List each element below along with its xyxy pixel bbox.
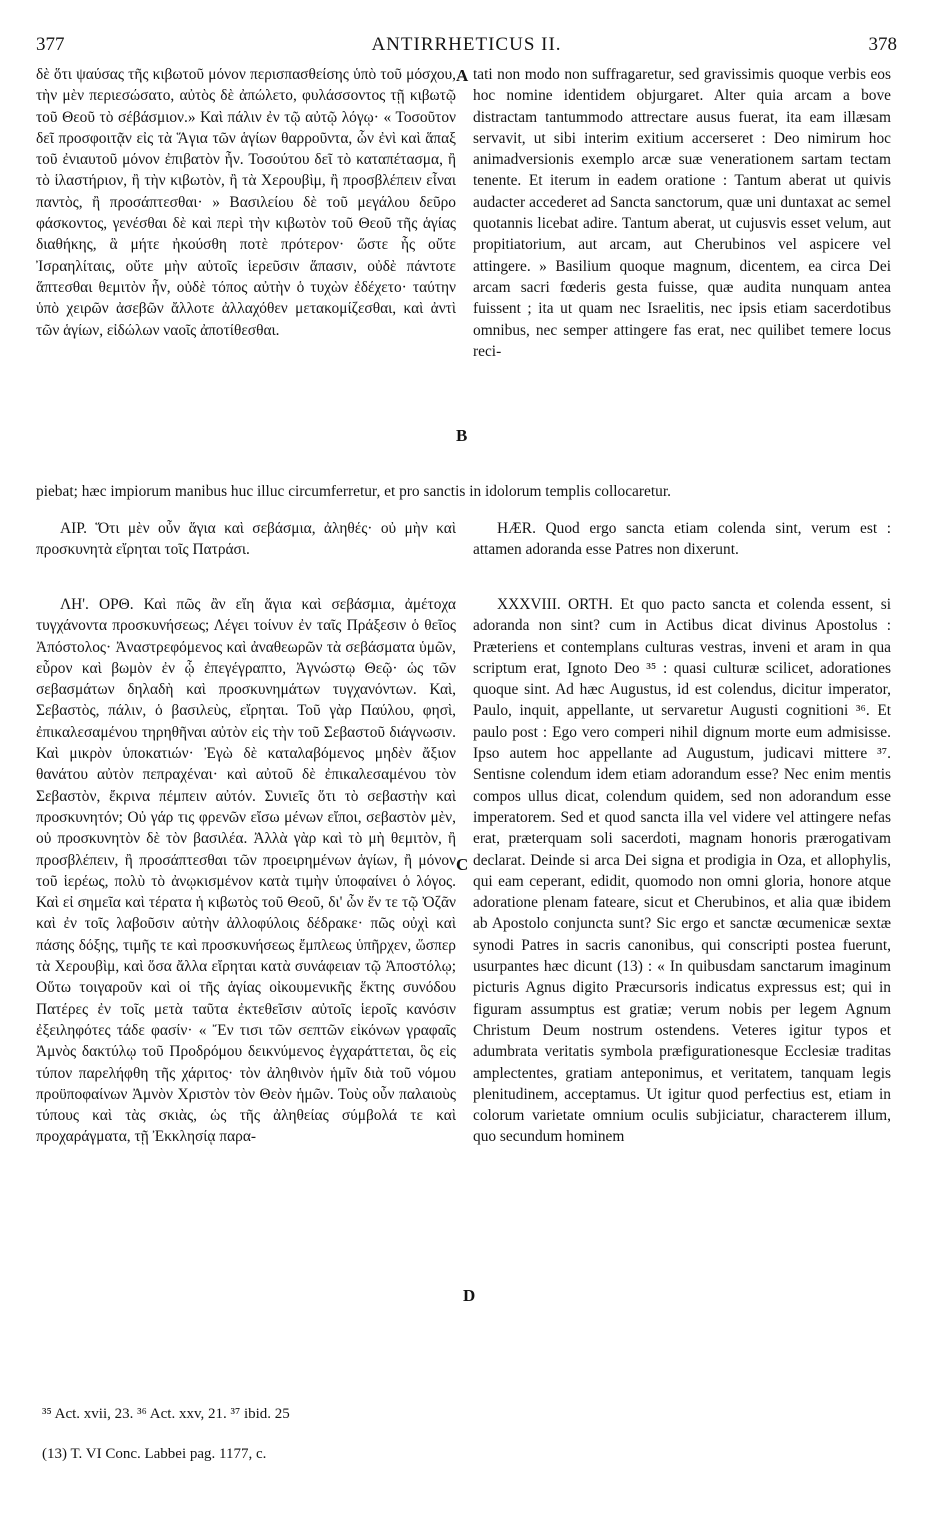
latin-orth-text: XXXVIII. ORTH. Et quo pacto sancta et colenda essent, si adoranda non sint? cum in Actibus dicat divinus Apostolus : Præteriens et contemplans culturas vestras, inveni et aram in qua scriptum erat, Ignoto Deo ³⁵ : quasi culturæ scilicet, adorationes quoque sint. Ad hæc Augustus, id est colendus, dicitur imperator, Paulo, inquit, appellante, ut servaretur Augusti cognitioni ³⁶. Et paulo post : Ego vero comperi nihil dignum morte eum admisisse. Ipso autem hoc appellante ad Augustum, judicavi mittere ³⁷. Sentisne colendum idem etiam adorandum esse? Nec enim mentis compos ullus dicat, colendum quidem, sed non adorandum esse imperatorem. Sed et quod sancta illa vel videre vel attingere nefas erat, præterquam soli sacerdoti, magnam honoris prærogativam declarat. Deinde si arca Dei signa et prodigia in Oza, et allophylis, qui eam ceperant, edidit, quomodo non omni gloria, honore atque adoratione plenam fateare, sicut et Cherubinos, et alia quæ ibidem ab Apostolo conjuncta sunt? Sic ergo et sanctæ œcumenicæ sextæ synodi Patres in sacris canonibus, qui conscripti postea fuerunt, usurpantes hæc dicunt (13) : « In quibusdam sanctarum imaginum picturis Agnus digito Præcursoris indicatus expressus est; qui in figuram assumptus est gratiæ; verum nobis per legem Agnum Christum Deum nostrum ostendens. Veteres igitur typos et adumbrata veritatis symbola præfigurationesque Ecclesiæ traditas amplectentes, gratiam anteponimus, et veritatem, tanquam legis plenitudinem, acceptamus. Ut igitur quod perfectius est, etiam in colorum varietate omnium oculis subjiciatur, characterem illum, quo secundum hominem: [473, 596, 891, 1146]
latin-column-top: [473, 64, 891, 464]
greek-column-top: [36, 64, 456, 464]
greek-haer-text: ΑΙΡ. Ὅτι μὲν οὖν ἅγια καὶ σεβάσμια, ἀληθές· οὐ μὴν καὶ προσκυνητὰ εἴρηται τοῖς Πατράσι.: [36, 520, 456, 559]
latin-text-top: tati non modo non suffragaretur, sed gravissimis quoque verbis eos hoc nomine identidem objurgaret. Alter quia arcam a bove distractam tantummodo attrectare ausus fuerat, ita eam illæsam servavit, ut sibi interim exitium accerseret : Deo nimirum hoc animadversionis exemplo arcæ suæ venerationem sartam tectam tenente. Et iterum in eadem oratione : Tantum aberat ut quivis audacter accederet ad Sancta sanctorum, quæ uni duntaxat ac semel quotannis licebat adire. Tantum aberat, ut cujusvis esset velum, aut propitiatorium, aut arcam, aut Cherubinos vel aspicere vel attingere. » Basilium quoque magnum, dicentem, ea circa Dei arcam sacri fœderis gesta fuisse, quæ audita nunquam antea fuissent ; ita ut quam nec Israelitis, nec ipsis etiam sacerdotibus omnibus, nec semper attingere fas erat, nec quilibet temere locus reci-: [473, 66, 891, 360]
council-footnote: (13) T. VI Conc. Labbei pag. 1177, c.: [42, 1446, 267, 1462]
margin-mark-d: D: [463, 1286, 476, 1305]
left-page-number: 377: [36, 34, 65, 55]
margin-mark-c: C: [456, 855, 469, 874]
latin-fullwidth-continuation: [36, 466, 890, 510]
right-page-number: 378: [868, 34, 897, 55]
latin-haer-section: [473, 518, 891, 584]
latin-orth-section: [473, 594, 891, 1382]
running-header: [36, 34, 897, 60]
greek-haer-section: [36, 518, 456, 568]
margin-mark-a: A: [456, 66, 469, 85]
running-title: ANTIRRHETICUS II.: [371, 34, 562, 55]
latin-text-fullwidth: piebat; hæc impiorum manibus huc illuc circumferretur, et pro sanctis in idolorum templis collocaretur.: [36, 483, 671, 501]
margin-mark-b: B: [456, 426, 468, 445]
scripture-footnotes: ³⁵ Act. xvii, 23. ³⁶ Act. xxv, 21. ³⁷ ibid. 25: [42, 1406, 290, 1422]
greek-orth-text: ΛΗ'. ΟΡΘ. Καὶ πῶς ἂν εἴη ἅγια καὶ σεβάσμια, ἀμέτοχα τυγχάνοντα προσκυνήσεως; Λέγει τοίνυν ἐν ταῖς Πράξεσιν ὁ θεῖος Ἀπόστολος· Ἀναστρεφόμενος καὶ ἀναθεωρῶν τὰ σεβάσματα ὑμῶν, εὗρον καὶ βωμὸν ἐν ᾧ ἐπεγέγραπτο, Ἀγνώστῳ Θεῷ· ὡς τῶν σεβασμάτων δηλαδὴ καὶ προσκυνημάτων τυγχανόντων. Καὶ, Σεβαστὸς, πάλιν, ὁ βασιλεὺς, εἴρηται. Τοῦ γὰρ Παύλου, φησὶ, ἐπικαλεσαμένου τηρηθῆναι αὐτὸν εἰς τὴν τοῦ Σεβαστοῦ διάγνωσιν. Καὶ μικρὸν ὑποκατιών· Ἐγὼ δὲ καταλαβόμενος μηδὲν ἄξιον θανάτου αὐτὸν πεπραχέναι· καὶ αὐτοῦ δὲ ἐπικαλεσαμένου τὸν Σεβαστὸν, ἔκρινα πέμπειν αὐτόν. Συνιεῖς ὅτι τὸ σεβαστὴν καὶ προσκυνητόν; Οὐ γάρ τις φρενῶν εἴσω μένων εἴποι, σεβαστὸν μὲν, οὐ προσκυνητὸν δὲ τὸν βασιλέα. Ἀλλὰ γὰρ καὶ τὸ μὴ θεμιτὸν, ἢ προσβλέπειν, ἢ προσάπτεσθαι τῶν προειρημένων ἁγίων, ἢ μόνον τοῦ ἱερέως, πολὺ τὸ ἀνῳκισμένον κατὰ τιμὴν ὑποφαίνει ὁ λόγος. Καὶ εἰ σημεῖα καὶ τέρατα ἡ κιβωτὸς τοῦ Θεοῦ, δι' ὧν ἔν τε τῷ Ὀζᾶν καὶ ἐν τοῖς λαβοῦσιν αὐτὴν ἀλλοφύλοις δέδρακε· πῶς οὐχὶ καὶ πάσης δόξης, τιμῆς τε καὶ προσκυνήσεως ἔμπλεως ὑπῆρχεν, ὥσπερ τὰ Χερουβὶμ, καὶ ὅσα ἄλλα εἴρηται κατὰ συνάφειαν τῷ Ἀποστόλῳ; Οὕτω τοιγαροῦν καὶ οἱ τῆς ἁγίας οἰκουμενικῆς ἕκτης συνόδου Πατέρες ἐν τοῖς μετὰ ταῦτα ἐκτεθεῖσιν αὐτοῖς ἱεροῖς κανόσιν ἐξειληφότες τάδε φασίν· « Ἔν τισι τῶν σεπτῶν εἰκόνων γραφαῖς Ἀμνὸς δακτύλῳ τοῦ Προδρόμου δεικνύμενος ἐγχαράττεται, ὃς εἰς τύπον παρελήφθη τῆς χάριτος· τὸν ἀληθινὸν ἡμῖν διὰ τοῦ νόμου προϋποφαίνων Ἀμνὸν Χριστὸν τὸν Θεὸν ἡμῶν. Τοὺς οὖν παλαιοὺς τύπους καὶ τὰς σκιὰς, ὡς τῆς ἀληθείας σύμβολά τε καὶ προχαράγματα, τῇ Ἐκκλησίᾳ παρα-: [36, 596, 456, 1146]
greek-orth-section: [36, 594, 456, 1382]
latin-haer-text: HÆR. Quod ergo sancta etiam colenda sint, verum est : attamen adoranda esse Patres non dixerunt.: [473, 520, 891, 559]
greek-text-top: δὲ ὅτι ψαύσας τῆς κιβωτοῦ μόνον περισπασθείσης ὑπὸ τοῦ μόσχου, τὴν μὲν περιεσώσατο, αὐτὸς δὲ ἀπώλετο, φυλάσσοντος τῇ κιβωτῷ τοῦ Θεοῦ τὸ σέβάσμιον.» Καὶ πάλιν ἐν τῷ αὐτῷ λόγῳ· « Τοσοῦτον δεῖ προσφοιτᾷν εἰς τὰ Ἅγια τῶν ἁγίων θαρροῦντα, ὧν ἐνὶ καὶ ἅπαξ τοῦ ἐνιαυτοῦ μόνον ἐπιβατὸν ἦν. Τοσούτου δεῖ τὸ καταπέτασμα, ἢ τὸ ἱλαστήριον, ἢ τὴν κιβωτὸν, ἢ τὰ Χερουβὶμ, ἢ προσβλέπειν εἶναι παντὸς, ἢ προσάπτεσθαι· » Βασιλείου δὲ τοῦ μεγάλου δεῦρο φάσκοντος, γενέσθαι δὲ καὶ περὶ τὴν κιβωτὸν τοῦ Θεοῦ τῆς ἁγίας διαθήκης, ἃ μήτε ἠκούσθη ποτὲ πρότερον· ὥστε ἧς οὔτε Ἰσραηλίταις, οὔτε μὴν αὐτοῖς ἱερεῦσιν ἅπασιν, οὐδὲ πάντοτε ἅπτεσθαι θεμιτὸν ἦν, οὐδὲ τόπος αὐτὴν ὁ τυχὼν ἐδέχετο· ταύτην ὑπὸ χειρῶν ἀσεβῶν ἄλλοτε ἀλλαχόθεν μετακομίζεσθαι, καὶ ἀντὶ τῶν ἁγίων, εἰδώλων ναοῖς ἀποτίθεσθαι.: [36, 66, 456, 339]
